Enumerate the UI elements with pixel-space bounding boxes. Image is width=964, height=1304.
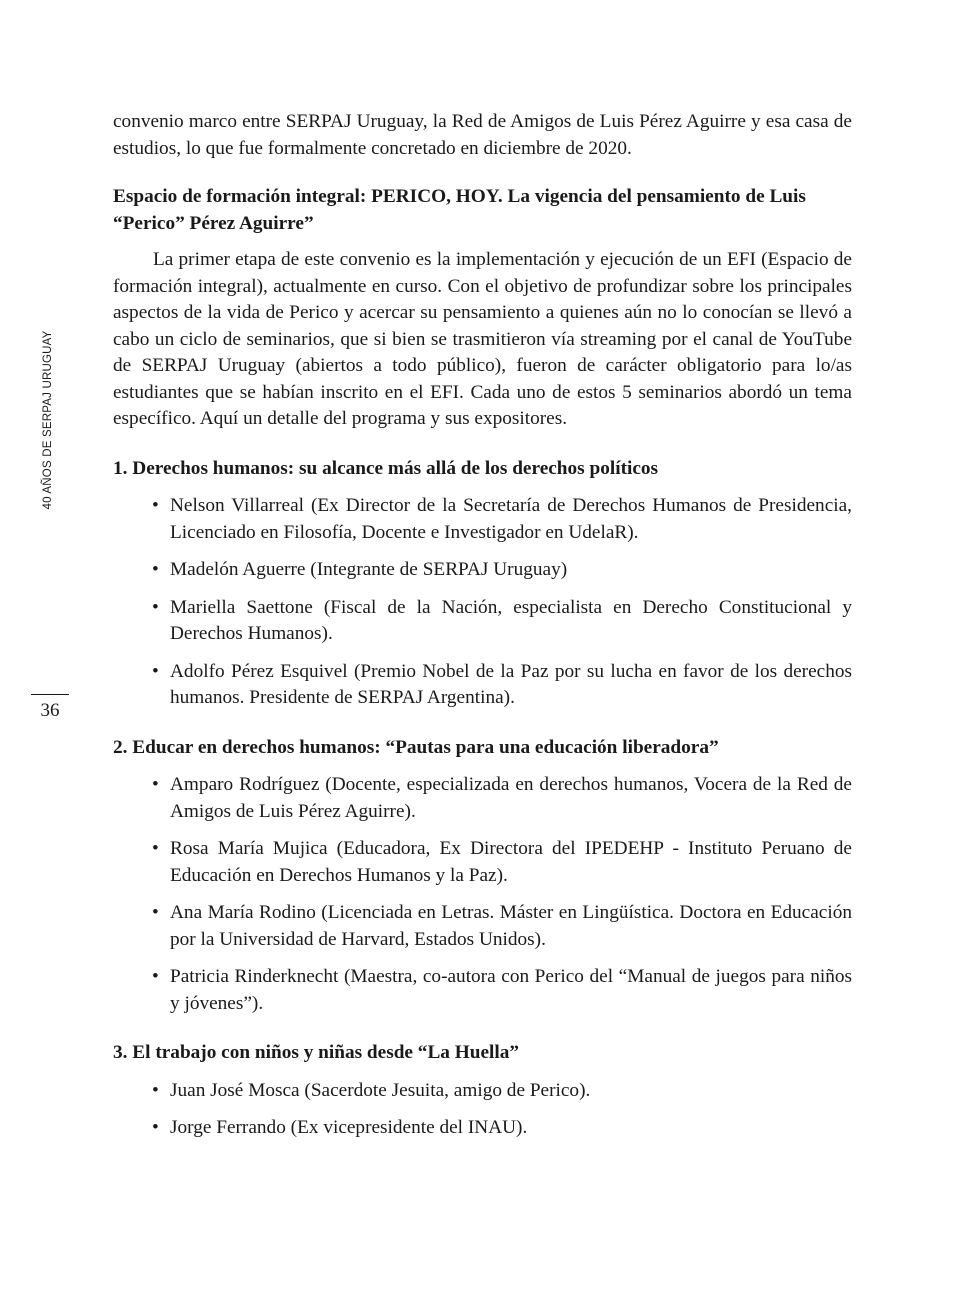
running-header-text: 40 AÑOS DE SERPAJ URUGUAY [42, 330, 54, 510]
speaker-list-3 [113, 1078, 852, 1142]
seminar-heading-1: 1. Derechos humanos: su alcance más allá de los derechos políticos [113, 457, 659, 479]
list-item: • Nelson Villarreal (Ex Director de la Secretaría de Derechos Humanos de Presidencia, Licenciado en Filosofía, Docente e Investigador en UdelaR). [113, 493, 852, 546]
list-item: • Madelón Aguerre (Integrante de SERPAJ Uruguay) [113, 557, 852, 584]
seminar-heading-3: 3. El trabajo con niños y niñas desde “La Huella” [113, 1042, 520, 1063]
list-item: • Amparo Rodríguez (Docente, especializada en derechos humanos, Vocera de la Red de Amigos de Luis Pérez Aguirre). [113, 772, 852, 825]
seminar-heading-2: 2. Educar en derechos humanos: “Pautas para una educación liberadora” [113, 736, 719, 758]
list-item: • Ana María Rodino (Licenciada en Letras. Máster en Lingüística. Doctora en Educación por la Universidad de Harvard, Estados Unidos). [113, 900, 852, 953]
section-paragraph: La primer etapa de este convenio es la implementación y ejecución de un EFI (Espacio de formación integral), actualmente en curso. Con el objetivo de profundizar sobre los principales aspectos de la vida de Perico y acercar su pensamiento a quienes aún no lo conocían se llevó a cabo un ciclo de seminarios, que si bien se trasmitieron vía streaming por el canal de YouTube de SERPAJ Uruguay (abiertos a todo público), fueron de carácter obligatorio para lo/as estudiantes que se habían inscrito en el EFI. Cada uno de estos 5 seminarios abordó un tema específico. Aquí un detalle del programa y sus expositores. [113, 249, 852, 429]
list-item: • Patricia Rinderknecht (Maestra, co-autora con Perico del “Manual de juegos para niños y jóvenes”). [113, 964, 852, 1017]
page-number-rule [31, 694, 69, 695]
list-item: • Juan José Mosca (Sacerdote Jesuita, amigo de Perico). [113, 1078, 852, 1105]
section-heading: Espacio de formación integral: PERICO, HOY. La vigencia del pensamiento de Luis “Perico” Pérez Aguirre” [113, 186, 806, 234]
page-body [113, 109, 852, 1142]
running-header [33, 330, 63, 510]
list-item: • Adolfo Pérez Esquivel (Premio Nobel de la Paz por su lucha en favor de los derechos humanos. Presidente de SERPAJ Argentina). [113, 659, 852, 712]
page-number: 36 [40, 700, 60, 721]
speaker-list-2 [113, 772, 852, 1017]
list-item: • Jorge Ferrando (Ex vicepresidente del INAU). [113, 1115, 852, 1142]
list-item: • Rosa María Mujica (Educadora, Ex Directora del IPEDEHP - Instituto Peruano de Educación en Derechos Humanos y la Paz). [113, 836, 852, 889]
intro-paragraph: convenio marco entre SERPAJ Uruguay, la Red de Amigos de Luis Pérez Aguirre y esa casa de estudios, lo que fue formalmente concretado en diciembre de 2020. [113, 111, 852, 159]
list-item: • Mariella Saettone (Fiscal de la Nación, especialista en Derecho Constitucional y Derechos Humanos). [113, 595, 852, 648]
speaker-list-1 [113, 493, 852, 712]
